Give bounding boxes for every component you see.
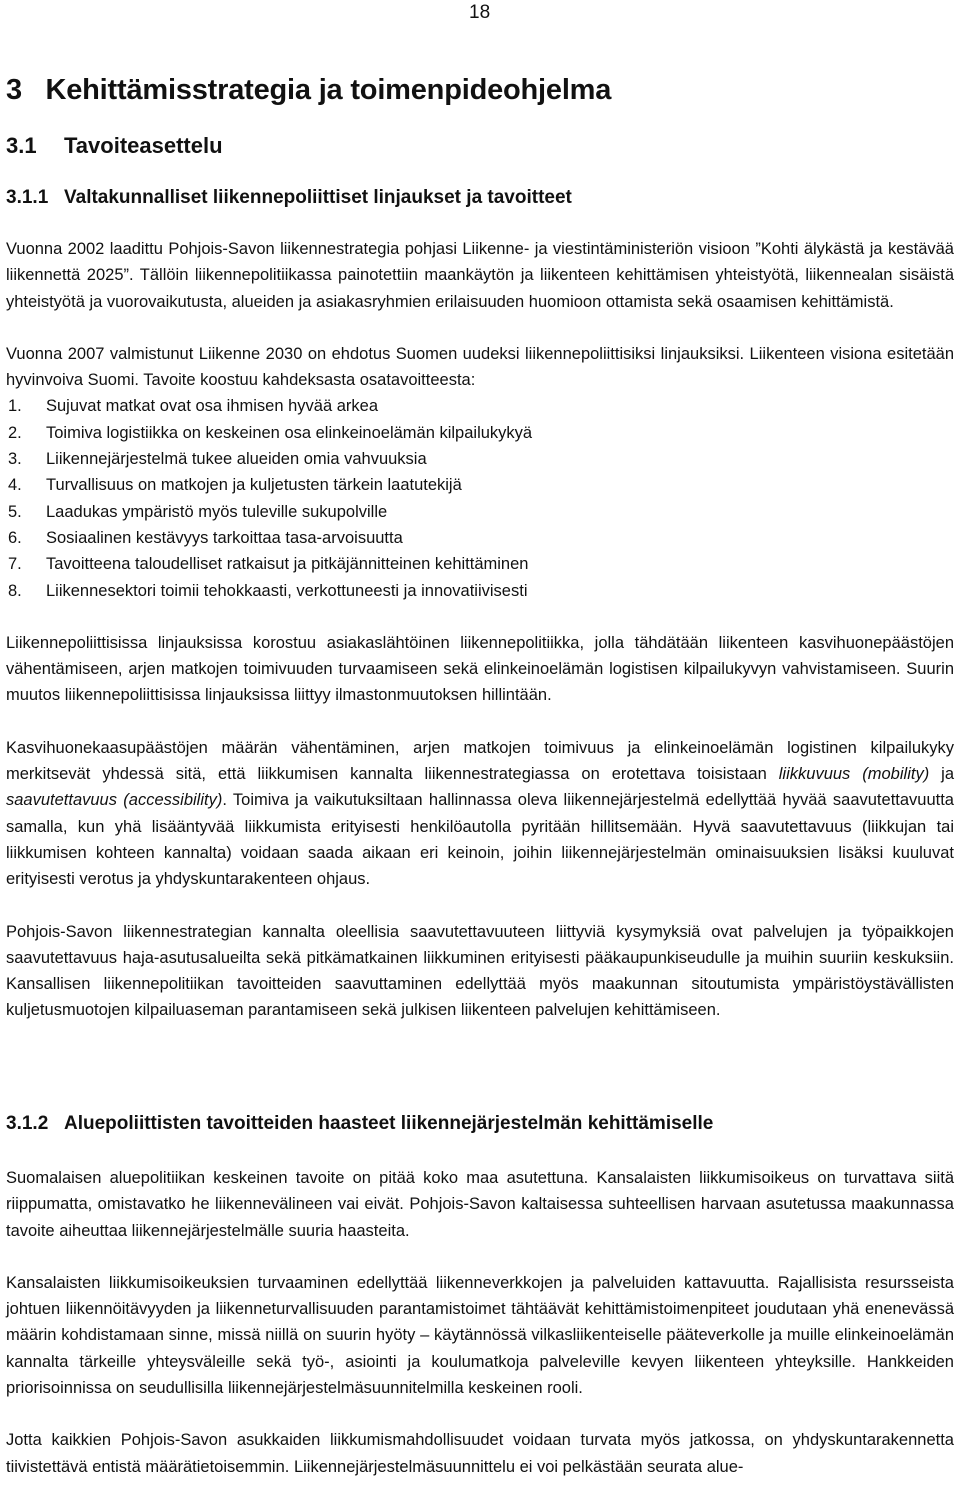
- goals-list: [6, 393, 954, 603]
- list-item: 4. Turvallisuus on matkojen ja kuljetusten tärkein laatutekijä: [8, 476, 462, 495]
- paragraph: Kansalaisten liikkumisoikeuksien turvaaminen edellyttää liikenneverkkojen ja palveluiden kattavuutta. Rajallisista resursseista johtuen liikennöitävyyden ja liikenneturvallisuuden parantamistoimet tähtäävät kehittämistoimenpiteet joudutaan yhä enenevässä määrin kohdistamaan sinne, missä niillä on suurin hyöty – käytännössä vilkasliikenteiselle pääteverkolle ja muille elinkeinoelämän kannalta tärkeille yhteysväleille sekä työ-, asiointi ja koulumatkoja palveleville kevyen liikenteen yhteyksille. Hankkeiden priorisoinnissa on seudullisilla liikennejärjestelmäsuunnitelmilla keskeinen rooli.: [6, 1273, 954, 1398]
- subsection-heading-2: [6, 1113, 713, 1135]
- paragraph: Liikennepoliittisissa linjauksissa korostuu asiakaslähtöinen liikennepolitiikka, jolla tähdätään liikenteen kasvihuonepäästöjen vähentämiseen, arjen matkojen toimivuuden turvaamiseen sekä elinkeinoelämän logistisen kilpailukyvyn vahvistamiseen. Suurin muutos liikennepoliittisissa linjauksissa liittyy ilmastonmuutoksen hillintään.: [6, 633, 954, 705]
- list-item: 5. Laadukas ympäristö myös tuleville sukupolville: [8, 502, 388, 521]
- subsection-title: Valtakunnalliset liikennepoliittiset linjaukset ja tavoitteet: [64, 187, 572, 208]
- list-item: 6. Sosiaalinen kestävyys tarkoittaa tasa-arvoisuutta: [8, 528, 403, 547]
- list-item: 2. Toimiva logistiikka on keskeinen osa elinkeinoelämän kilpailukykyä: [8, 423, 533, 442]
- subsection-heading-1: [6, 187, 572, 209]
- list-item: 7. Tavoitteena taloudelliset ratkaisut ja pitkäjännitteinen kehittäminen: [8, 555, 529, 574]
- paragraph: Vuonna 2007 valmistunut Liikenne 2030 on ehdotus Suomen uudeksi liikennepoliittisiksi linjauksiksi. Liikenteen visiona esitetään hyvinvoiva Suomi. Tavoite koostuu kahdeksasta osatavoitteesta:: [6, 344, 954, 390]
- list-item: 1. Sujuvat matkat ovat osa ihmisen hyvää arkea: [8, 397, 379, 416]
- page-number: 18: [469, 2, 491, 23]
- paragraph: Jotta kaikkien Pohjois-Savon asukkaiden liikkumismahdollisuudet voidaan turvata myös jatkossa, on yhdyskuntarakennetta tiivistettävä entistä määrätietoisemmin. Liikennejärjestelmäsuunnittelu ei voi pelkästään seurata alue-: [6, 1431, 954, 1476]
- subsection-title: Aluepoliittisten tavoitteiden haasteet liikennejärjestelmän kehittämiselle: [64, 1113, 714, 1134]
- subsection-number: 3.1.2: [6, 1113, 49, 1134]
- chapter-heading: 3 Kehittämisstrategia ja toimenpideohjelma: [6, 74, 612, 106]
- subsection-number: 3.1.1: [6, 187, 49, 208]
- paragraph: Vuonna 2002 laadittu Pohjois-Savon liikennestrategia pohjasi Liikenne- ja viestintäministeriön visioon ”Kohti älykästä ja kestävää liikennettä 2025”. Tällöin liikennepolitiikassa painotettiin maankäytön ja liikenteen kehittämisen yhteistyötä, liikennealan sisäistä yhteistyötä ja vuorovaikutusta, alueiden ja asiakasryhmien erilaisuuden huomioon ottamista sekä osaamisen kehittämistä.: [6, 240, 954, 311]
- paragraph: Suomalaisen aluepolitiikan keskeinen tavoite on pitää koko maa asutettuna. Kansalaisten liikkumisoikeus on turvattava siitä riippumatta, omistavatko he liikennevälineen vai eivät. Pohjois-Savon kaltaisessa suhteellisen harvaan asutetussa maakunnassa tavoite aiheuttaa liikennejärjestelmälle suuria haasteita.: [6, 1169, 954, 1240]
- emphasis-accessibility: saavutettavuus (accessibility): [6, 791, 223, 810]
- list-item: 3. Liikennejärjestelmä tukee alueiden omia vahvuuksia: [8, 450, 427, 469]
- emphasis-mobility: liikkuvuus (mobility): [778, 765, 930, 784]
- section-number: 3.1: [6, 133, 37, 158]
- section-heading: [6, 133, 223, 159]
- section-2-body: [6, 1165, 954, 1480]
- section-1-body: [6, 236, 954, 1050]
- list-item: 8. Liikennesektori toimii tehokkaasti, verkottuneesti ja innovatiivisesti: [8, 581, 528, 600]
- paragraph: Pohjois-Savon liikennestrategian kannalta oleellisia saavutettavuuteen liittyviä kysymyksiä ovat palvelujen ja työpaikkojen saavutettavuus haja-asutusalueilta sekä pitkämatkainen liikkuminen erityisesti pääkaupunkiseudulle ja muihin suuriin keskuksiin. Kansallisen liikennepolitiikan tavoitteiden saavuttaminen edellyttää myös maakunnan sitoutumista ympäristöystävällisten kuljetusmuotojen kilpailuaseman parantamiseen sekä julkisen liikenteen palvelujen kehittämiseen.: [6, 922, 954, 1020]
- paragraph: Kasvihuonekaasupäästöjen määrän vähentäminen, arjen matkojen toimivuus ja elinkeinoelämän logistinen kilpailukyky merkitsevät yhdessä sitä, että liikkumisen kannalta liikennestrategiassa on erotettava toisistaan liikkuvuus (mobility) ja saavutettavuus (accessibility). Toimiva ja vaikutuksiltaan hallinnassa oleva liikennejärjestelmä edellyttää hyvää saavutettavuutta samalla, kun yhä lisääntyvää liikkumista erityisesti henkilöautolla pyritään hillitsemään. Hyvä saavutettavuus (liikkujan tai liikkumisen kohteen kannalta) voidaan saada aikaan eri keinoin, joihin liikennejärjestelmän ominaisuuksien lisäksi kuuluvat erityisesti verotus ja yhdyskuntarakenteen ohjaus.: [6, 738, 955, 889]
- section-title: Tavoiteasettelu: [64, 133, 223, 158]
